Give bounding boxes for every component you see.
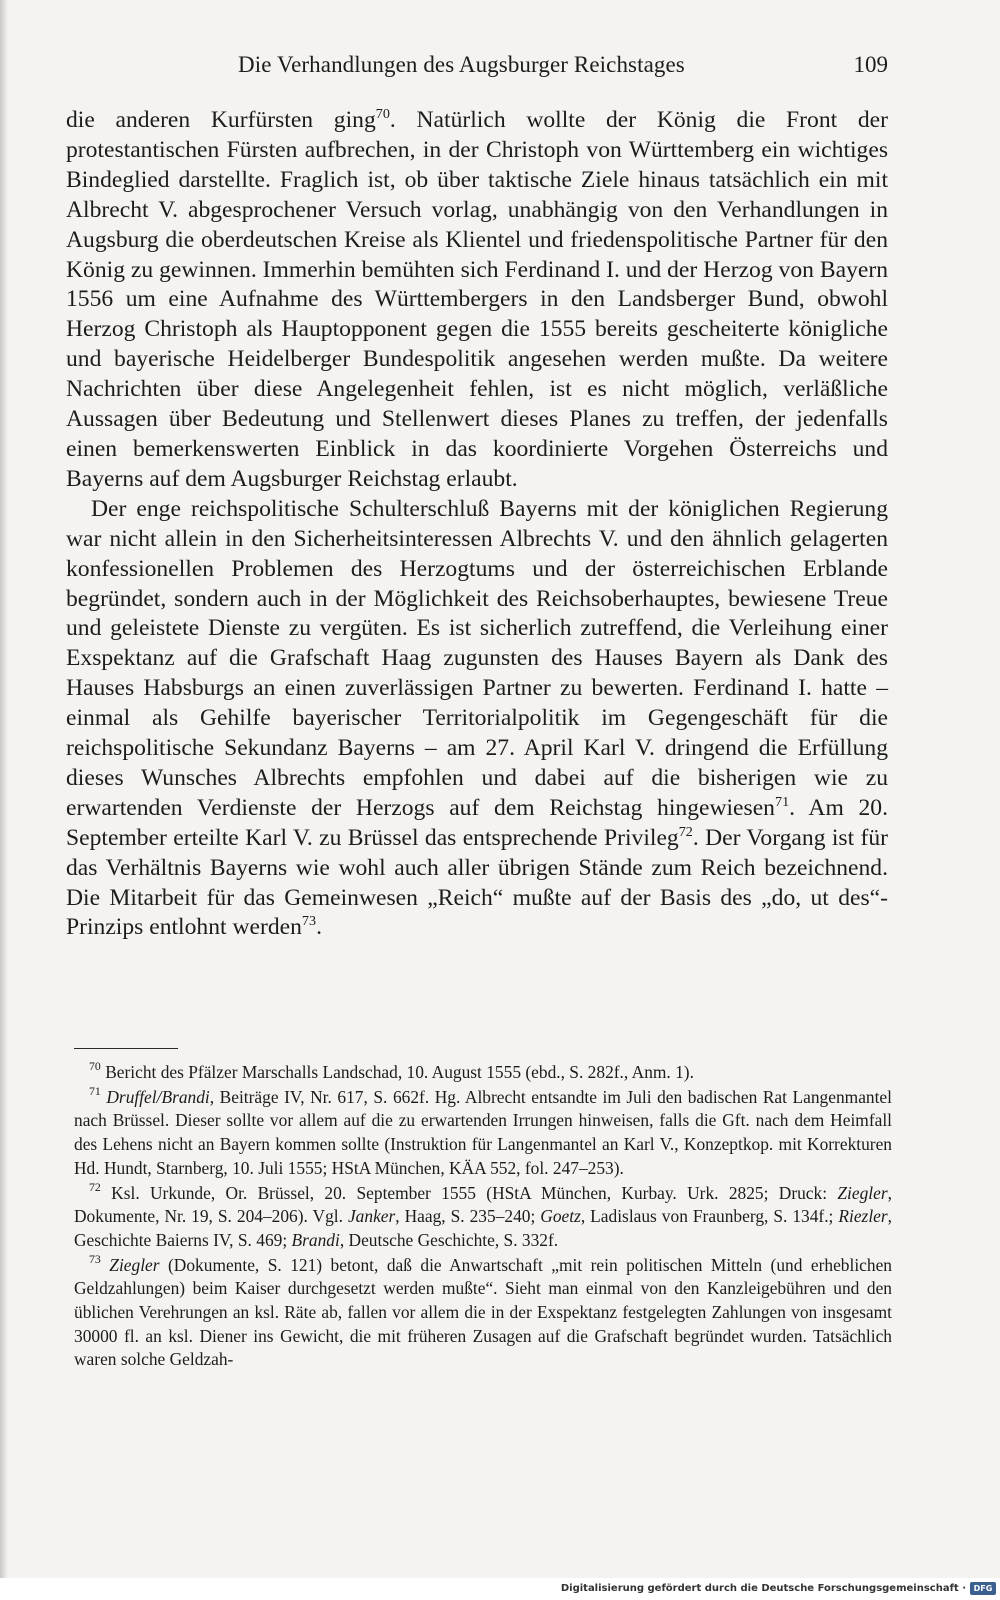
main-text (66, 106, 888, 943)
footnote-author: Brandi (291, 1229, 340, 1250)
paragraph-2 (66, 495, 888, 944)
paragraph-2-part-c: . Der Vorgang ist für das Verhältnis Bayerns wie wohl auch aller übrigen Stände zum Reich bezeichnend. Die Mitarbeit für das Gemeinwesen „Reich“ mußte auf der Basis des „do, ut des“-Prinzips entlohnt werden (66, 824, 888, 941)
footnote-number: 73 (89, 1251, 101, 1266)
footnote-72 (74, 1179, 892, 1253)
footnote-ref-71[interactable]: 71 (774, 793, 790, 810)
footnote-ref-70[interactable]: 70 (375, 105, 390, 122)
footnote-number: 70 (89, 1059, 101, 1074)
footnote-text: (Dokumente, S. 121) betont, daß die Anwartschaft „mit rein politischen Mitteln (und erheblichen Geldzahlungen) beim Kaiser durchgesetzt werden mußte“. Sieht man einmal von den Kanzleigebühren und den üblichen Verehrungen an ksl. Räte ab, fallen vor allem die in der Exspektanz festgelegten Zahlungen von insgesamt 30000 fl. an ksl. Diener ins Gewicht, die mit früheren Zusagen auf die Grafschaft begründet wurden. Tatsächlich waren solche Geldzah- (74, 1254, 892, 1370)
dfg-logo-text: DFG (973, 1584, 993, 1593)
paragraph-1-part-a: die anderen Kurfürsten ging (66, 107, 376, 133)
footnote-text: , Haag, S. 235–240; (395, 1206, 541, 1227)
footnote-number: 72 (89, 1179, 101, 1194)
footnote-text: , Deutsche Geschichte, S. 332f. (339, 1229, 559, 1250)
page-edge-shadow (0, 0, 8, 1600)
footnote-text: , Ladislaus von Fraunberg, S. 134f.; (580, 1206, 839, 1227)
digitization-banner (0, 1578, 1000, 1600)
dfg-logo (970, 1582, 996, 1595)
footnote-number: 71 (89, 1084, 101, 1099)
footnote-author: Goetz (540, 1206, 581, 1227)
paragraph-2-part-d: . (316, 914, 322, 941)
footnote-author: Janker (347, 1206, 396, 1227)
footnote-author: Ziegler (109, 1254, 160, 1275)
paragraph-1-part-b: . Natürlich wollte der König die Front der protestantischen Fürsten aufbrechen, in der Christoph von Württemberg ein wichtiges Bindeglied darstellte. Fraglich ist, ob über taktische Ziele hinaus tatsächlich ein mit Albrecht V. abgesprochener Versuch vorlag, unabhängig von den Verhandlungen in Augsburg die oberdeutschen Kreise als Klientel und friedenspolitische Partner für den König zu gewinnen. Immerhin bemühten sich Ferdinand I. und der Herzog von Bayern 1556 um eine Aufnahme des Württembergers in den Landsberger Bund, obwohl Herzog Christoph als Hauptopponent gegen die 1555 bereits gescheiterte königliche und bayerische Heidelberger Bundespolitik angesehen werden mußte. Da weitere Nachrichten über diese Angelegenheit fehlen, ist es nicht möglich, verläßliche Aussagen über Bedeutung und Stellenwert dieses Planes zu treffen, der jedenfalls einen bemerkenswerten Einblick in das koordinierte Vorgehen Österreichs und Bayerns auf dem Augsburger Reichstag erlaubt. (66, 107, 889, 492)
footnote-author: Riezler (838, 1206, 888, 1227)
paragraph-2-part-a: Der enge reichspolitische Schulterschluß Bayerns mit der königlichen Regierung war nicht allein in den Sicherheitsinteressen Albrechts V. und den ähnlich gelagerten konfessionellen Problemen des Herzogtums und der österreichischen Erblande begründet, sondern auch in der Möglichkeit des Reichsoberhauptes, bewiesene Treue und geleistete Dienste zu vergüten. Es ist sicherlich zutreffend, die Verleihung einer Exspektanz auf die Grafschaft Haag zugunsten des Hauses Bayern als Dank des Hauses Habsburgs an einen zuverlässigen Partner zu bewerten. Ferdinand I. hatte – einmal als Gehilfe bayerischer Territorialpolitik im Gegengeschäft für die reichspolitische Sekundanz Bayerns – am 27. April Karl V. dringend die Erfüllung dieses Wunsches Albrechts empfohlen und dabei auf die bisherigen wie zu erwartenden Verdienste der Herzogs auf dem Reichstag hingewiesen (66, 495, 888, 821)
banner-text: Digitalisierung gefördert durch die Deutsche Forschungsgemeinschaft · (560, 1583, 966, 1594)
footnotes (74, 1061, 892, 1373)
footnote-text: , Geschichte Baierns IV, S. 469; (74, 1206, 892, 1250)
footnote-text: Ksl. Urkunde, Or. Brüssel, 20. September 1555 (HStA München, Kurbay. Urk. 2825; Druck: (111, 1182, 838, 1203)
footnote-author: Druffel/Brandi (106, 1086, 210, 1107)
footnote-73 (74, 1251, 892, 1373)
page-number: 109 (853, 52, 888, 77)
footnote-70 (74, 1061, 892, 1085)
footnote-ref-73[interactable]: 73 (301, 913, 317, 930)
footnote-text: Bericht des Pfälzer Marschalls Landschad, 10. August 1555 (ebd., S. 282f., Anm. 1). (105, 1062, 694, 1082)
footnote-71 (74, 1086, 892, 1181)
footnote-text: , Beiträge IV, Nr. 617, S. 662f. Hg. Albrecht entsandte im Juli den badischen Rat Langenmantel nach Brüssel. Dieser sollte vor allem auf die zu erwartenden Irrungen hinweisen, falls die Gft. nach dem Heimfall des Lehens nicht an Bayern kommen sollte (Instruktion für Langenmantel an Karl V., Konzeptkop. mit Korrekturen Hd. Hundt, Starnberg, 10. Juli 1555; HStA München, KÄA 552, fol. 247–253). (74, 1086, 892, 1178)
paragraph-2-part-b: . Am 20. September erteilte Karl V. zu Brüssel das entsprechende Privileg (66, 794, 888, 851)
paragraph-1 (66, 106, 888, 495)
footnote-separator (74, 1048, 178, 1049)
running-header (66, 50, 888, 84)
footnote-text: , Dokumente, Nr. 19, S. 204–206). Vgl. (74, 1182, 892, 1227)
footnote-author: Ziegler (837, 1182, 888, 1203)
footnote-ref-72[interactable]: 72 (678, 823, 693, 840)
running-title: Die Verhandlungen des Augsburger Reichstages (238, 52, 685, 77)
